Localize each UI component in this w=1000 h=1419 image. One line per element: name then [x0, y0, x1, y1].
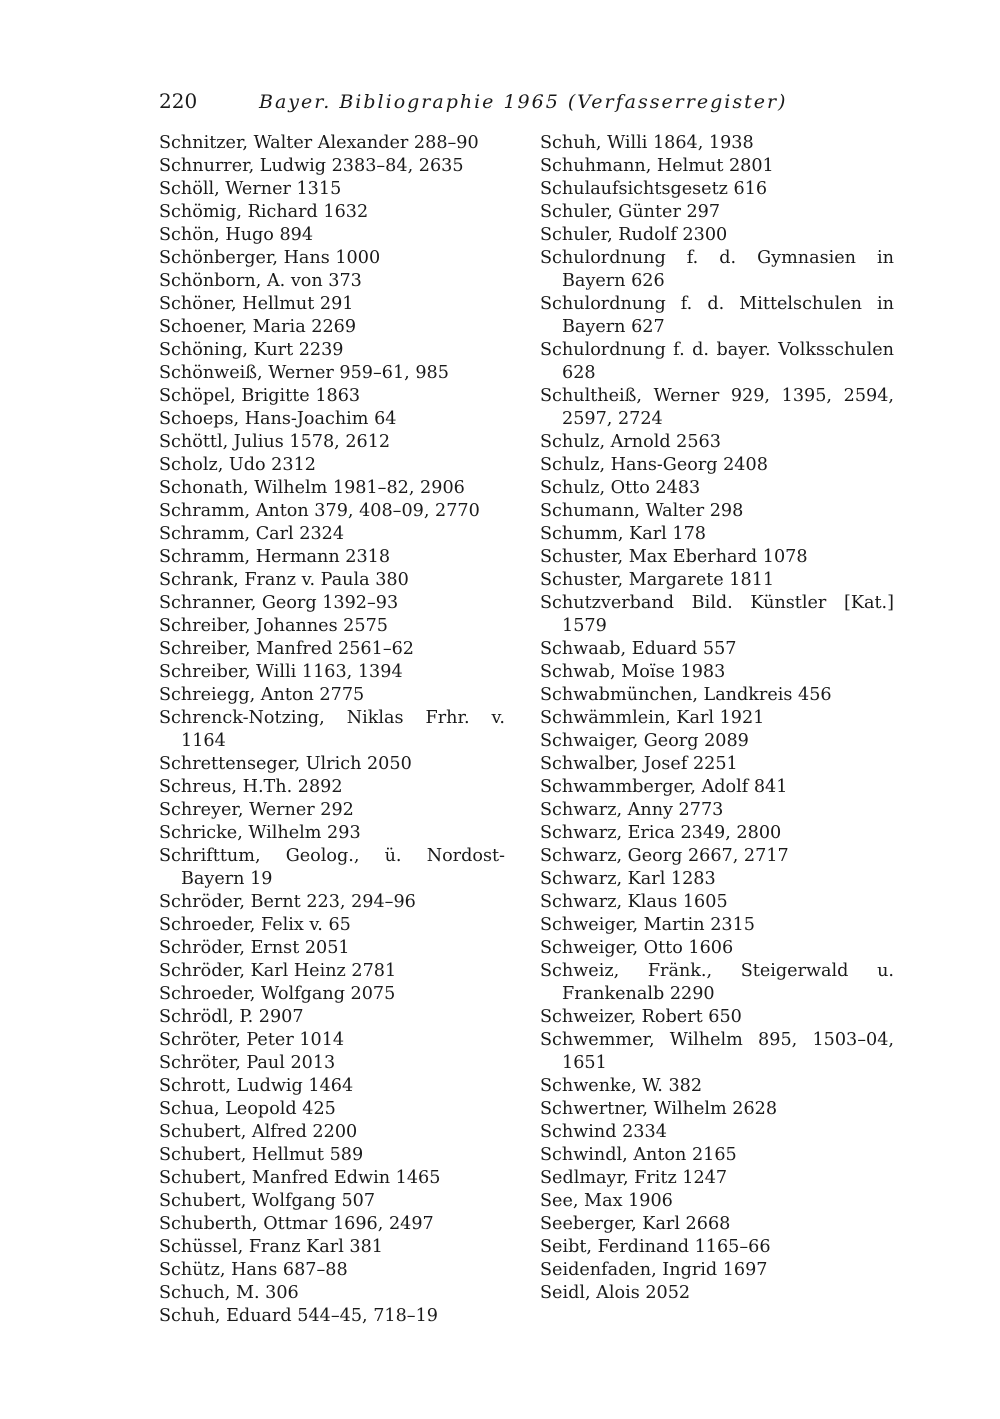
running-header — [159, 86, 899, 116]
index-entry: Schönberger, Hans 1000 — [159, 248, 381, 268]
index-entry: Schulordnung f. d. Gymnasien in Bayern 626 — [540, 248, 894, 291]
index-entry: Schwalber, Josef 2251 — [540, 754, 738, 774]
index-entry: Schwind 2334 — [540, 1122, 667, 1142]
index-entry: Schua, Leopold 425 — [159, 1099, 336, 1119]
index-entry: Schulordnung f. d. bayer. Volksschulen 628 — [540, 340, 894, 383]
index-entry: Schreyer, Werner 292 — [159, 800, 354, 820]
index-entry: Schröder, Ernst 2051 — [159, 938, 350, 958]
index-entry: Schwabmünchen, Landkreis 456 — [540, 685, 832, 705]
index-entry: Schubert, Manfred Edwin 1465 — [159, 1168, 441, 1188]
index-entry: Schrödl, P. 2907 — [159, 1007, 304, 1027]
index-entry: Schöttl, Julius 1578, 2612 — [159, 432, 391, 452]
index-entry: Seidl, Alois 2052 — [540, 1283, 691, 1303]
index-column-left — [159, 132, 505, 1328]
index-entry: Schönweiß, Werner 959–61, 985 — [159, 363, 449, 383]
index-entry: Schwemmer, Wilhelm 895, 1503–04, 1651 — [540, 1030, 894, 1073]
index-entry: Schuhmann, Helmut 2801 — [540, 156, 774, 176]
index-entry: Schnitzer, Walter Alexander 288–90 — [159, 133, 479, 153]
index-entry: Schwab, Moïse 1983 — [540, 662, 726, 682]
index-entry: Schuch, M. 306 — [159, 1283, 299, 1303]
index-column-right — [540, 132, 894, 1305]
index-entry: Schönborn, A. von 373 — [159, 271, 362, 291]
index-entry: Schroeder, Wolfgang 2075 — [159, 984, 396, 1004]
index-entry: Schröter, Paul 2013 — [159, 1053, 336, 1073]
index-entry: Schutzverband Bild. Künstler [Kat.] 1579 — [540, 593, 894, 636]
index-entry: Schreiegg, Anton 2775 — [159, 685, 365, 705]
index-entry: Schrenck-Notzing, Niklas Frhr. v. 1164 — [159, 708, 505, 751]
index-entry: Schöning, Kurt 2239 — [159, 340, 344, 360]
index-entry: Schrank, Franz v. Paula 380 — [159, 570, 409, 590]
index-entry: Sedlmayr, Fritz 1247 — [540, 1168, 728, 1188]
index-entry: Schwarz, Erica 2349, 2800 — [540, 823, 782, 843]
index-entry: Schröter, Peter 1014 — [159, 1030, 345, 1050]
index-entry: Schubert, Alfred 2200 — [159, 1122, 358, 1142]
index-entry: Schwammberger, Adolf 841 — [540, 777, 788, 797]
index-entry: Schuh, Eduard 544–45, 718–19 — [159, 1306, 438, 1326]
index-entry: Schuberth, Ottmar 1696, 2497 — [159, 1214, 434, 1234]
index-entry: Schramm, Anton 379, 408–09, 2770 — [159, 501, 480, 521]
index-entry: Schoener, Maria 2269 — [159, 317, 357, 337]
index-entry: Schön, Hugo 894 — [159, 225, 314, 245]
index-entry: Schumm, Karl 178 — [540, 524, 706, 544]
index-entry: Schöner, Hellmut 291 — [159, 294, 354, 314]
index-entry: Scholz, Udo 2312 — [159, 455, 316, 475]
index-entry: Schweiger, Otto 1606 — [540, 938, 734, 958]
index-entry: Seibt, Ferdinand 1165–66 — [540, 1237, 771, 1257]
index-entry: Schweiger, Martin 2315 — [540, 915, 755, 935]
index-entry: Schwindl, Anton 2165 — [540, 1145, 737, 1165]
index-entry: Schwarz, Georg 2667, 2717 — [540, 846, 789, 866]
index-entry: Schweizer, Robert 650 — [540, 1007, 742, 1027]
index-entry: Schömig, Richard 1632 — [159, 202, 369, 222]
index-entry: Schuler, Rudolf 2300 — [540, 225, 728, 245]
index-entry: Schramm, Carl 2324 — [159, 524, 345, 544]
index-entry: Schöpel, Brigitte 1863 — [159, 386, 361, 406]
index-entry: Schranner, Georg 1392–93 — [159, 593, 399, 613]
index-entry: Schwertner, Wilhelm 2628 — [540, 1099, 778, 1119]
index-entry: Schroeder, Felix v. 65 — [159, 915, 351, 935]
index-entry: Schöll, Werner 1315 — [159, 179, 342, 199]
index-entry: Schreus, H.Th. 2892 — [159, 777, 343, 797]
index-entry: Schreiber, Manfred 2561–62 — [159, 639, 415, 659]
index-entry: Schoeps, Hans-Joachim 64 — [159, 409, 397, 429]
index-entry: Seeberger, Karl 2668 — [540, 1214, 731, 1234]
index-entry: Schreiber, Willi 1163, 1394 — [159, 662, 403, 682]
index-entry: Schrott, Ludwig 1464 — [159, 1076, 354, 1096]
index-entry: Schulz, Otto 2483 — [540, 478, 701, 498]
index-entry: Schwarz, Karl 1283 — [540, 869, 716, 889]
index-entry: Schüssel, Franz Karl 381 — [159, 1237, 383, 1257]
index-entry: Schnurrer, Ludwig 2383–84, 2635 — [159, 156, 464, 176]
index-entry: Schrettenseger, Ulrich 2050 — [159, 754, 412, 774]
index-entry: Schulordnung f. d. Mittelschulen in Bayern 627 — [540, 294, 894, 337]
index-entry: Schubert, Hellmut 589 — [159, 1145, 364, 1165]
index-entry: Schuster, Max Eberhard 1078 — [540, 547, 808, 567]
index-entry: Schulaufsichtsgesetz 616 — [540, 179, 768, 199]
index-entry: Schröder, Bernt 223, 294–96 — [159, 892, 416, 912]
index-entry: Schubert, Wolfgang 507 — [159, 1191, 376, 1211]
index-entry: Schricke, Wilhelm 293 — [159, 823, 361, 843]
running-title: Bayer. Bibliographie 1965 (Verfasserregister) — [259, 91, 788, 113]
index-entry: Schwarz, Anny 2773 — [540, 800, 724, 820]
index-entry: Schuster, Margarete 1811 — [540, 570, 775, 590]
page-number: 220 — [159, 89, 198, 113]
index-entry: Schulz, Arnold 2563 — [540, 432, 721, 452]
index-entry: Seidenfaden, Ingrid 1697 — [540, 1260, 768, 1280]
index-entry: Schweiz, Fränk., Steigerwald u. Frankenalb 2290 — [540, 961, 894, 1004]
index-entry: Schuh, Willi 1864, 1938 — [540, 133, 754, 153]
index-entry: Schwaiger, Georg 2089 — [540, 731, 749, 751]
index-entry: Schütz, Hans 687–88 — [159, 1260, 348, 1280]
index-entry: Schwämmlein, Karl 1921 — [540, 708, 765, 728]
index-entry: Schwarz, Klaus 1605 — [540, 892, 728, 912]
index-entry: Schramm, Hermann 2318 — [159, 547, 391, 567]
index-entry: Schulz, Hans-Georg 2408 — [540, 455, 768, 475]
index-entry: Schumann, Walter 298 — [540, 501, 744, 521]
index-entry: Schultheiß, Werner 929, 1395, 2594, 2597, 2724 — [540, 386, 894, 429]
index-entry: Schonath, Wilhelm 1981–82, 2906 — [159, 478, 465, 498]
index-entry: Schuler, Günter 297 — [540, 202, 721, 222]
index-entry: Schwaab, Eduard 557 — [540, 639, 737, 659]
index-entry: Schreiber, Johannes 2575 — [159, 616, 388, 636]
index-entry: Schröder, Karl Heinz 2781 — [159, 961, 397, 981]
index-entry: See, Max 1906 — [540, 1191, 673, 1211]
index-entry: Schrifttum, Geolog., ü. Nordost-Bayern 19 — [159, 846, 505, 889]
index-entry: Schwenke, W. 382 — [540, 1076, 703, 1096]
